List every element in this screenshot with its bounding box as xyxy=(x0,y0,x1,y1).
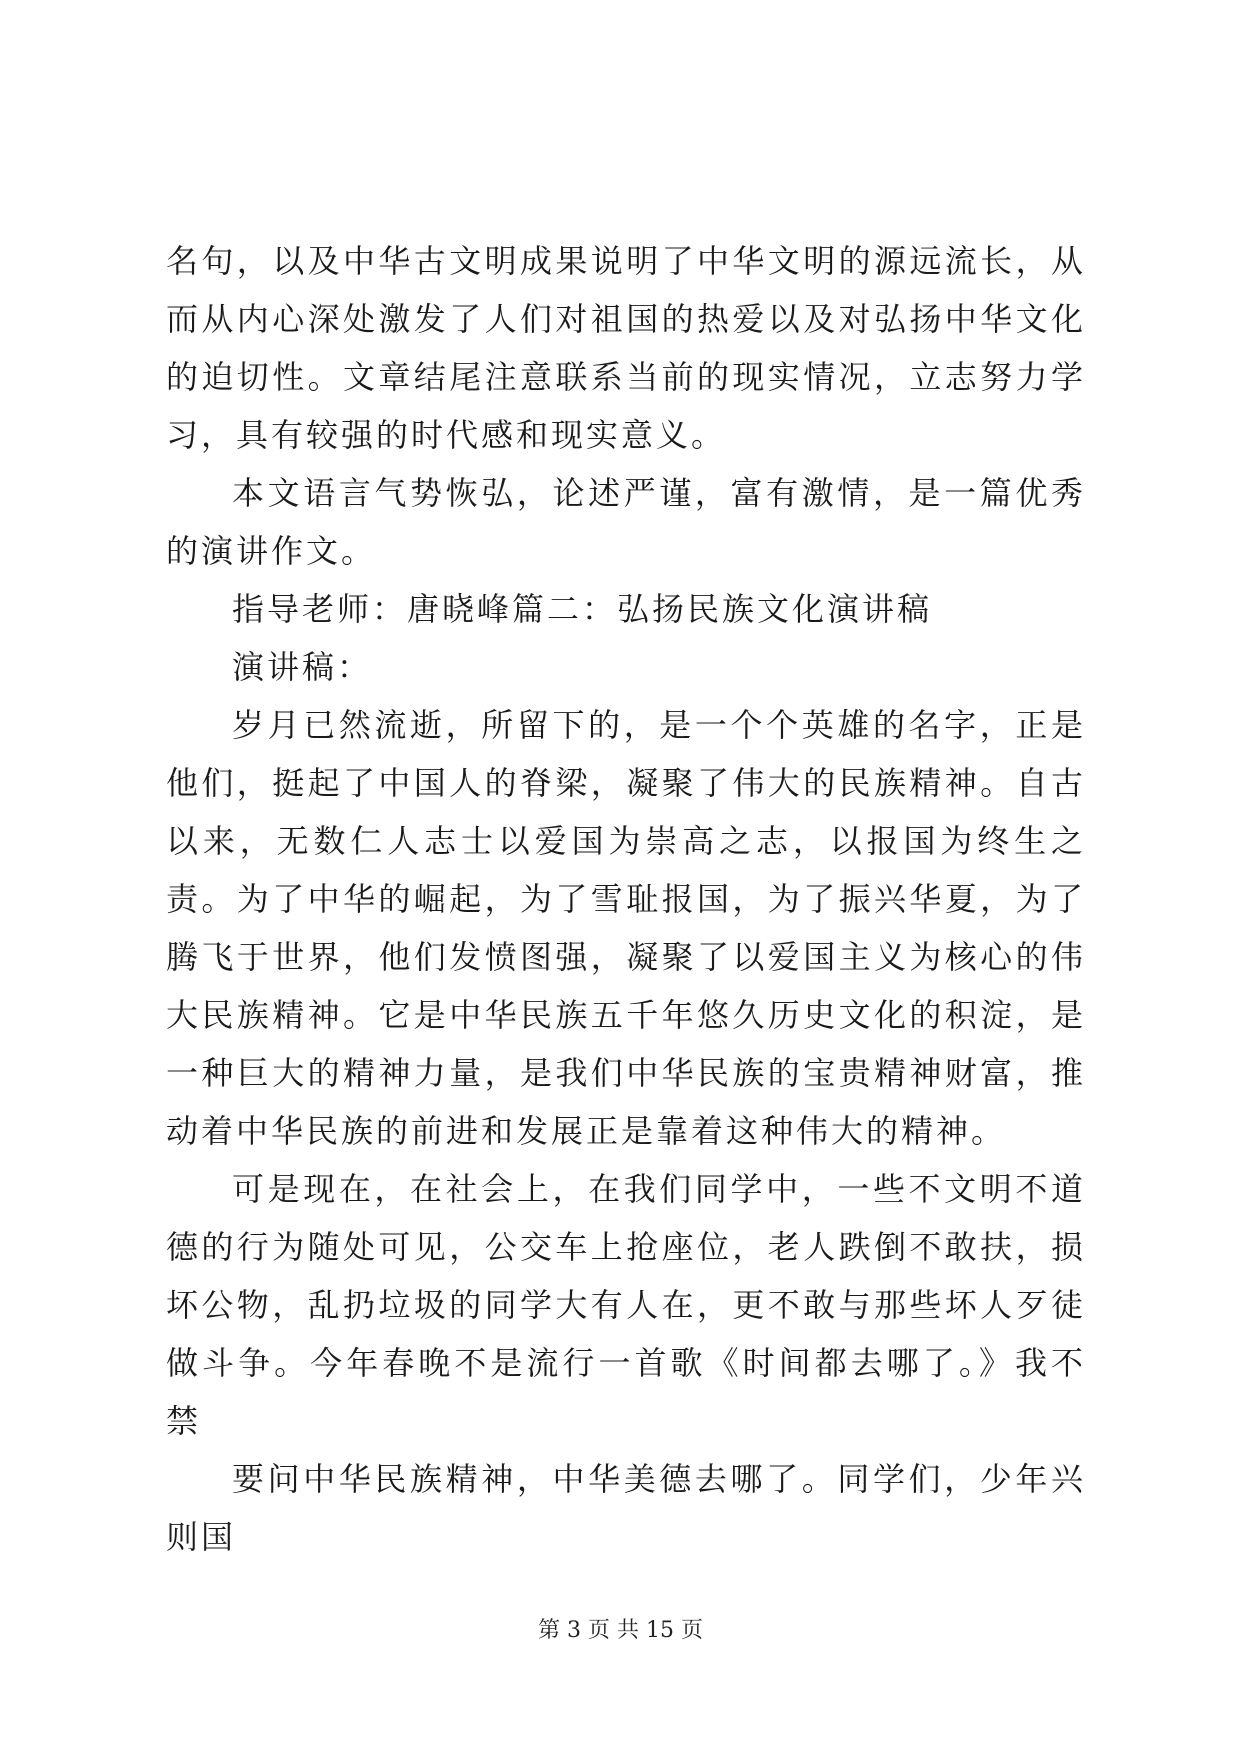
paragraph-3: 指导老师：唐晓峰篇二：弘扬民族文化演讲稿 xyxy=(232,590,933,628)
paragraph-1: 名句，以及中华古文明成果说明了中华文明的源远流长，从而从内心深处激发了人们对祖国的热爱以及对弘扬中华文化的迫切性。文章结尾注意联系当前的现实情况，立志努力学习，具有较强的时代感和现实意义。 xyxy=(166,242,1086,454)
document-body xyxy=(166,232,1086,1566)
paragraph-7: 要问中华民族精神，中华美德去哪了。同学们，少年兴则国 xyxy=(166,1460,1086,1556)
page-footer xyxy=(0,1616,1241,1646)
page-number-label: 第 3 页 共 15 页 xyxy=(538,1618,703,1643)
paragraph-4: 演讲稿： xyxy=(232,648,373,686)
paragraph-5: 岁月已然流逝，所留下的，是一个个英雄的名字，正是他们，挺起了中国人的脊梁，凝聚了伟大的民族精神。自古以来，无数仁人志士以爱国为崇高之志，以报国为终生之责。为了中华的崛起，为了雪耻报国，为了振兴华夏，为了腾飞于世界，他们发愤图强，凝聚了以爱国主义为核心的伟大民族精神。它是中华民族五千年悠久历史文化的积淀，是一种巨大的精神力量，是我们中华民族的宝贵精神财富，推动着中华民族的前进和发展正是靠着这种伟大的精神。 xyxy=(166,706,1086,1150)
paragraph-2: 本文语言气势恢弘，论述严谨，富有激情，是一篇优秀的演讲作文。 xyxy=(166,474,1086,570)
paragraph-6: 可是现在，在社会上，在我们同学中，一些不文明不道德的行为随处可见，公交车上抢座位，老人跌倒不敢扶，损坏公物，乱扔垃圾的同学大有人在，更不敢与那些坏人歹徒做斗争。今年春晚不是流行一首歌《时间都去哪了。》我不禁 xyxy=(166,1170,1086,1440)
